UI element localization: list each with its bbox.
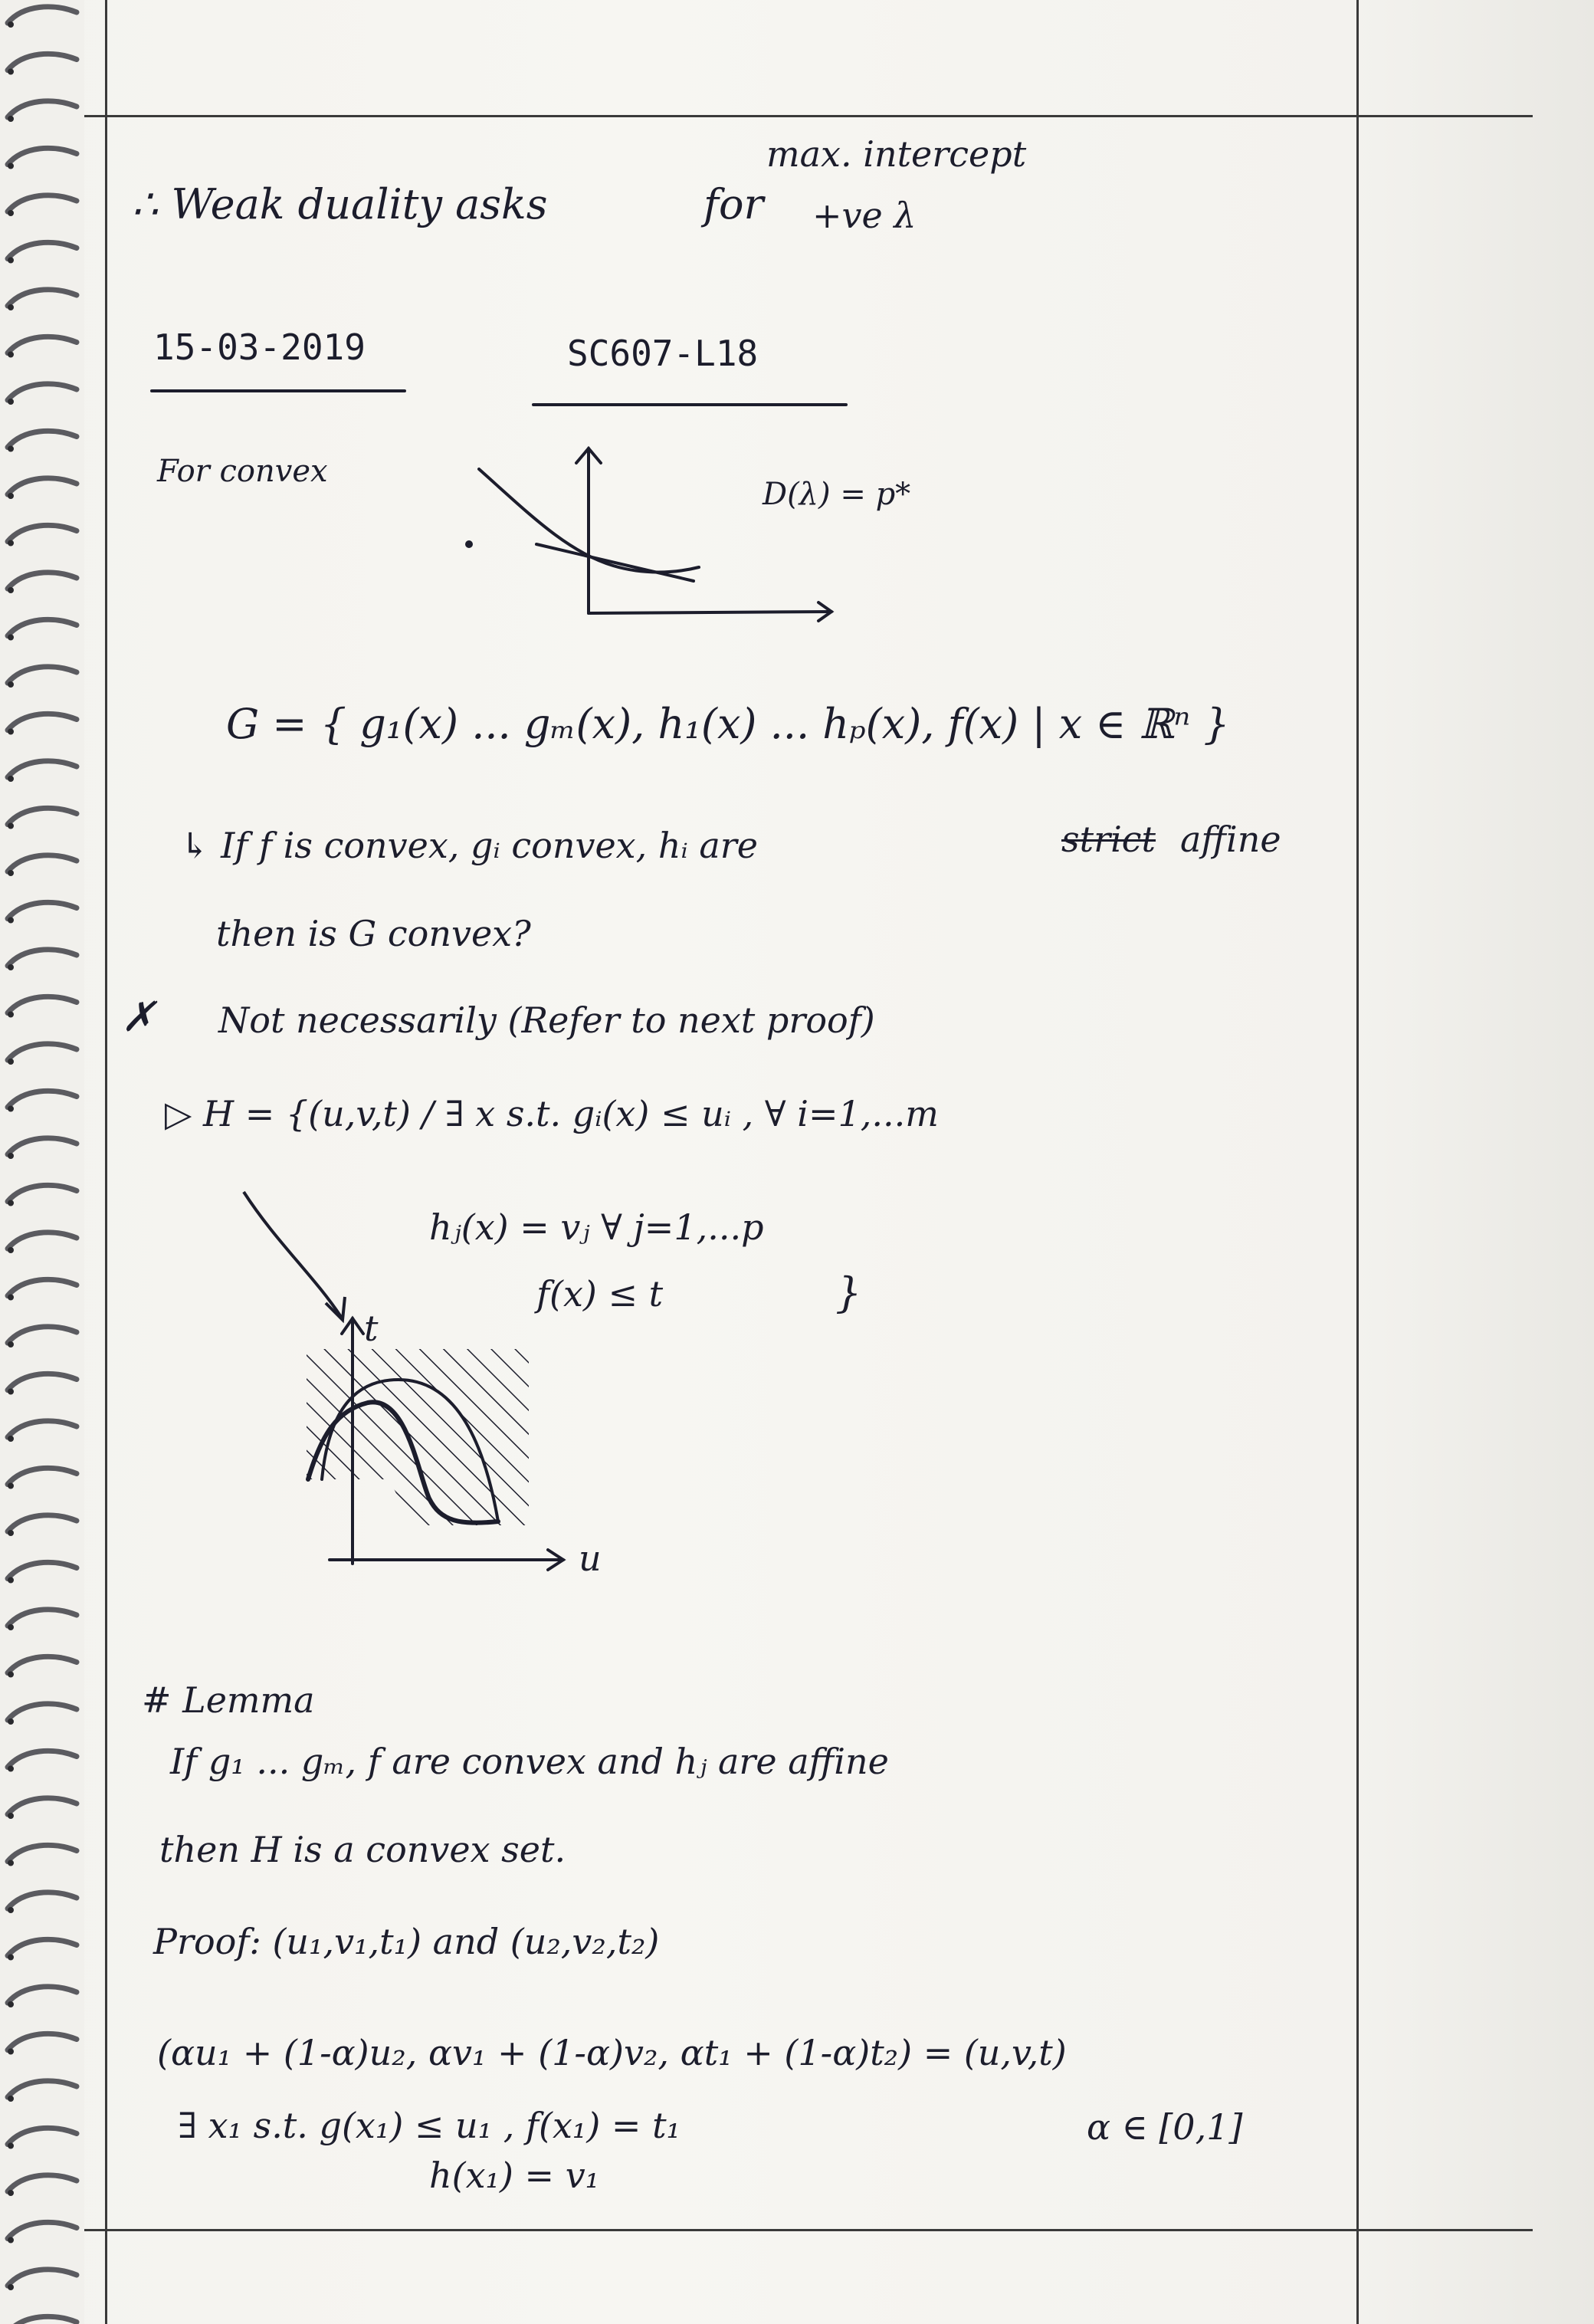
spiral-hole	[8, 729, 14, 735]
spiral-hole	[8, 258, 14, 264]
spiral-hole	[8, 870, 14, 876]
spiral-hole	[8, 1813, 14, 1819]
proof-line-4: h(x₁) = v₁	[429, 2155, 600, 2196]
question-affine: affine	[1180, 819, 1281, 860]
graph-t-label: t	[364, 1308, 379, 1349]
spiral-hole	[8, 1718, 14, 1725]
lemma-line-2: then H is a convex set.	[159, 1829, 566, 1870]
set-h-line-2: hⱼ(x) = vⱼ ∀ j=1,...p	[429, 1206, 764, 1248]
spiral-hole	[8, 1106, 14, 1112]
dual-value-equation: D(λ) = p*	[763, 477, 911, 512]
lemma-line-1: If g₁ ... gₘ, f are convex and hⱼ are affine	[170, 1741, 889, 1782]
lecture-date: 15-03-2019	[153, 327, 366, 368]
spiral-hole	[8, 163, 14, 169]
spiral-hole	[8, 540, 14, 547]
spiral-hole	[8, 1295, 14, 1301]
spiral-hole	[8, 1907, 14, 1913]
weak-duality-text: ∴ Weak duality asks	[132, 180, 548, 228]
region-h-graph	[307, 1318, 563, 1570]
spiral-hole	[8, 116, 14, 122]
spiral-hole	[8, 352, 14, 358]
spiral-hole	[8, 1483, 14, 1489]
question-line-1a: ↳ If f is convex, gᵢ convex, hᵢ are	[180, 825, 758, 866]
sketch-tangent	[536, 544, 694, 581]
spiral-hole	[8, 1672, 14, 1678]
question-struck-word: strict	[1061, 819, 1156, 860]
spiral-hole	[8, 1766, 14, 1772]
max-intercept-text: max. intercept	[766, 133, 1027, 175]
set-h-line-1: ▷ H = {(u,v,t) / ∃ x s.t. gᵢ(x) ≤ uᵢ , ∀ i=1,...m	[165, 1093, 939, 1134]
spiral-hole	[8, 681, 14, 688]
spiral-hole	[8, 1389, 14, 1395]
lemma-title: # Lemma	[142, 1679, 315, 1721]
spiral-hole	[8, 635, 14, 641]
sketch-x-axis	[589, 612, 831, 613]
spiral-hole	[8, 2143, 14, 2149]
spiral-hole	[8, 399, 14, 405]
answer-mark: ✗	[121, 993, 156, 1041]
spiral-hole	[8, 1059, 14, 1065]
spiral-hole	[8, 1341, 14, 1347]
spiral-hole	[8, 1577, 14, 1584]
pointer-arrow	[244, 1192, 341, 1317]
spiral-hole	[8, 2096, 14, 2102]
spiral-binding	[0, 0, 84, 2324]
set-h-close-brace: }	[835, 1269, 862, 1317]
spiral-hole	[8, 304, 14, 310]
spiral-hole	[8, 1530, 14, 1536]
convex-sketch	[467, 448, 831, 621]
answer-text: Not necessarily (Refer to next proof)	[218, 1000, 875, 1041]
spiral-hole	[8, 1624, 14, 1630]
set-h-line-3: f(x) ≤ t	[536, 1273, 664, 1315]
spiral-hole	[8, 446, 14, 452]
spiral-hole	[8, 1247, 14, 1253]
proof-line-1: Proof: (u₁,v₁,t₁) and (u₂,v₂,t₂)	[153, 1921, 660, 1962]
sketch-dot	[467, 542, 471, 547]
spiral-hole	[8, 69, 14, 75]
spiral-hole	[8, 1200, 14, 1206]
spiral-hole	[8, 2237, 14, 2244]
spiral-hole	[8, 587, 14, 593]
spiral-hole	[8, 210, 14, 216]
proof-line-2: (αu₁ + (1-α)u₂, αv₁ + (1-α)v₂, αt₁ + (1-α)t₂) = (u,v,t)	[157, 2032, 1067, 2073]
spiral-hole	[8, 1012, 14, 1018]
spiral-hole	[8, 2284, 14, 2290]
spiral-hole	[8, 823, 14, 829]
hatched-region	[307, 1349, 529, 1525]
course-code: SC607-L18	[567, 333, 759, 374]
spiral-hole	[8, 776, 14, 782]
spiral-hole	[8, 493, 14, 499]
proof-line-3: ∃ x₁ s.t. g(x₁) ≤ u₁ , f(x₁) = t₁	[178, 2105, 681, 2146]
spiral-hole	[8, 1436, 14, 1442]
spiral-hole	[8, 1860, 14, 1866]
spiral-hole	[8, 2049, 14, 2055]
spiral-hole	[8, 1153, 14, 1159]
spiral-hole	[8, 1955, 14, 1961]
question-line-2: then is G convex?	[216, 913, 531, 954]
spiral-hole	[8, 917, 14, 924]
spiral-hole	[8, 964, 14, 970]
graph-u-label: u	[579, 1538, 602, 1579]
spiral-hole	[8, 2190, 14, 2196]
positive-lambda-text: +ve λ	[812, 195, 917, 236]
set-g-definition: G = { g₁(x) ... gₘ(x), h₁(x) ... hₚ(x), f(x) | x ∈ ℝⁿ }	[226, 700, 1230, 748]
proof-alpha-range: α ∈ [0,1]	[1087, 2106, 1243, 2148]
for-convex-text: For convex	[157, 454, 328, 489]
spiral-hole	[8, 21, 14, 28]
spiral-hole	[8, 2001, 14, 2007]
for-text: for	[704, 180, 764, 228]
